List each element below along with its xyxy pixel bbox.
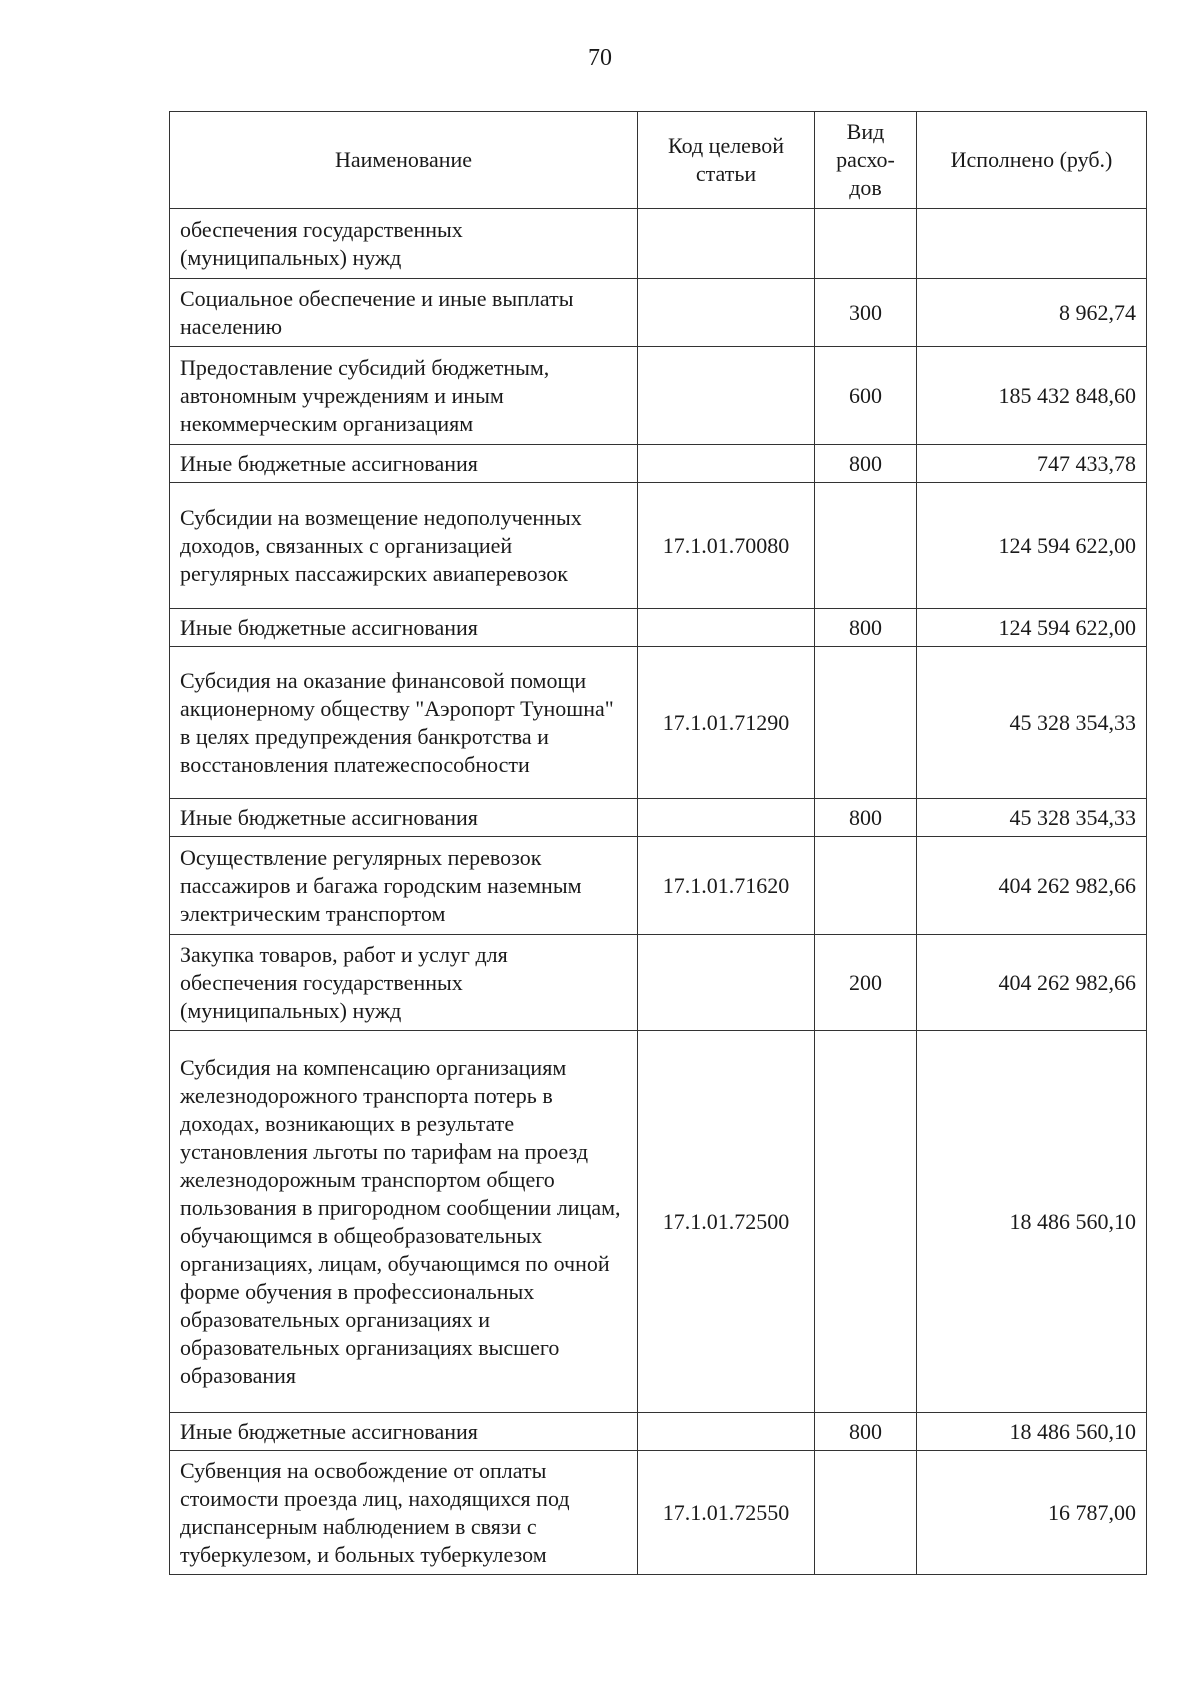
row-name: Иные бюджетные ассигнования bbox=[170, 799, 638, 837]
row-code: 17.1.01.71620 bbox=[638, 837, 815, 935]
row-name: Социальное обеспечение и иные выплаты населению bbox=[170, 279, 638, 347]
row-sum: 404 262 982,66 bbox=[917, 935, 1147, 1031]
row-name: Субсидия на оказание финансовой помощи акционерному обществу "Аэропорт Туношна" в целях предупреждения банкротства и восстановления платежеспособности bbox=[170, 647, 638, 799]
row-sum: 18 486 560,10 bbox=[917, 1413, 1147, 1451]
row-kind: 300 bbox=[815, 279, 917, 347]
row-sum: 124 594 622,00 bbox=[917, 483, 1147, 609]
table-row bbox=[170, 209, 1147, 279]
header-name: Наименование bbox=[170, 112, 638, 209]
table-row bbox=[170, 799, 1147, 837]
row-kind: 800 bbox=[815, 799, 917, 837]
table-row bbox=[170, 609, 1147, 647]
row-kind bbox=[815, 1451, 917, 1575]
row-kind bbox=[815, 837, 917, 935]
row-name: Иные бюджетные ассигнования bbox=[170, 1413, 638, 1451]
row-kind bbox=[815, 483, 917, 609]
row-kind: 800 bbox=[815, 609, 917, 647]
header-sum: Исполнено (руб.) bbox=[917, 112, 1147, 209]
row-code bbox=[638, 209, 815, 279]
page-number: 70 bbox=[588, 45, 612, 71]
row-kind: 200 bbox=[815, 935, 917, 1031]
row-name: обеспечения государственных (муниципальных) нужд bbox=[170, 209, 638, 279]
table-row bbox=[170, 935, 1147, 1031]
row-code bbox=[638, 1413, 815, 1451]
row-sum: 404 262 982,66 bbox=[917, 837, 1147, 935]
row-kind: 800 bbox=[815, 445, 917, 483]
row-name: Иные бюджетные ассигнования bbox=[170, 609, 638, 647]
row-code bbox=[638, 445, 815, 483]
row-sum: 185 432 848,60 bbox=[917, 347, 1147, 445]
row-name: Осуществление регулярных перевозок пассажиров и багажа городским наземным электрическим транспортом bbox=[170, 837, 638, 935]
row-sum: 45 328 354,33 bbox=[917, 799, 1147, 837]
row-name: Иные бюджетные ассигнования bbox=[170, 445, 638, 483]
row-code bbox=[638, 609, 815, 647]
table-row bbox=[170, 1031, 1147, 1413]
table-row bbox=[170, 647, 1147, 799]
row-code: 17.1.01.70080 bbox=[638, 483, 815, 609]
row-name: Субвенция на освобождение от оплаты стоимости проезда лиц, находящихся под диспансерным наблюдением в связи с туберкулезом, и больных туберкулезом bbox=[170, 1451, 638, 1575]
table-row bbox=[170, 1451, 1147, 1575]
table-row bbox=[170, 279, 1147, 347]
row-kind bbox=[815, 647, 917, 799]
header-code: Код целевой статьи bbox=[638, 112, 815, 209]
row-name: Предоставление субсидий бюджетным, автономным учреждениям и иным некоммерческим организациям bbox=[170, 347, 638, 445]
row-code: 17.1.01.72550 bbox=[638, 1451, 815, 1575]
row-kind bbox=[815, 209, 917, 279]
row-kind bbox=[815, 1031, 917, 1413]
table-row bbox=[170, 347, 1147, 445]
row-sum: 18 486 560,10 bbox=[917, 1031, 1147, 1413]
row-name: Субсидия на компенсацию организациям железнодорожного транспорта потерь в доходах, возникающих в результате установления льготы по тарифам на проезд железнодорожным транспортом общего пользования в пригородном сообщении лицам, обучающимся в общеобразовательных организациях, лицам, обучающимся по очной форме обучения в профессиональных образовательных организациях и образовательных организациях высшего образования bbox=[170, 1031, 638, 1413]
row-sum: 16 787,00 bbox=[917, 1451, 1147, 1575]
row-code bbox=[638, 279, 815, 347]
row-code bbox=[638, 935, 815, 1031]
row-sum: 124 594 622,00 bbox=[917, 609, 1147, 647]
row-code: 17.1.01.71290 bbox=[638, 647, 815, 799]
row-sum bbox=[917, 209, 1147, 279]
row-kind: 600 bbox=[815, 347, 917, 445]
row-kind: 800 bbox=[815, 1413, 917, 1451]
row-code bbox=[638, 347, 815, 445]
row-code: 17.1.01.72500 bbox=[638, 1031, 815, 1413]
row-sum: 8 962,74 bbox=[917, 279, 1147, 347]
row-name: Субсидии на возмещение недополученных доходов, связанных с организацией регулярных пассажирских авиаперевозок bbox=[170, 483, 638, 609]
row-name: Закупка товаров, работ и услуг для обеспечения государственных (муниципальных) нужд bbox=[170, 935, 638, 1031]
header-kind: Вид расхо-дов bbox=[815, 112, 917, 209]
table-header-row bbox=[170, 112, 1147, 209]
budget-execution-table bbox=[169, 111, 1147, 1575]
row-sum: 45 328 354,33 bbox=[917, 647, 1147, 799]
table-row bbox=[170, 445, 1147, 483]
row-code bbox=[638, 799, 815, 837]
table-row bbox=[170, 1413, 1147, 1451]
row-sum: 747 433,78 bbox=[917, 445, 1147, 483]
table-row bbox=[170, 483, 1147, 609]
table-row bbox=[170, 837, 1147, 935]
